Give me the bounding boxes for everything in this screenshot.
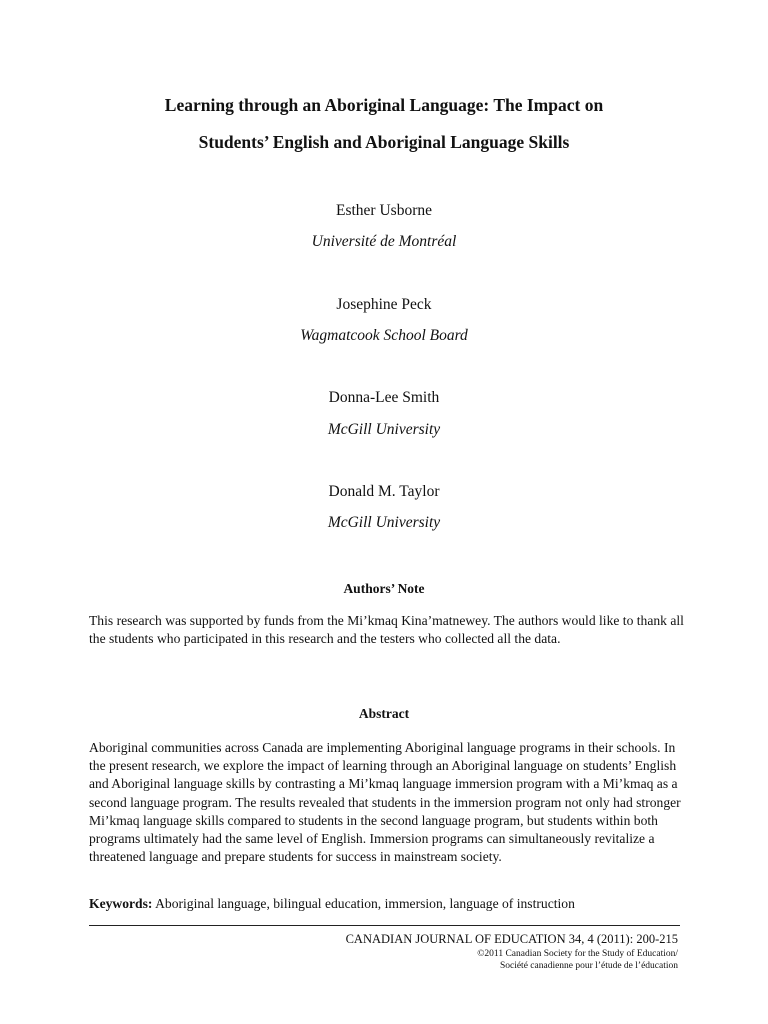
authors-note-text: This research was supported by funds from the Mi’kmaq Kina’matnewey. The authors would like to thank all the students who participated in this research and the testers who collected all the data. <box>89 613 684 647</box>
keywords-line <box>89 895 689 913</box>
author-name: Donna-Lee Smith <box>328 389 440 406</box>
abstract-heading: Abstract <box>358 706 410 721</box>
author-affiliation: Wagmatcook School Board <box>300 327 468 344</box>
author-name: Donald M. Taylor <box>328 483 440 500</box>
footer-divider <box>89 925 680 926</box>
copyright-line-2: Société canadienne pour l’étude de l’éducation <box>499 961 678 971</box>
copyright-line-1: ©2011 Canadian Society for the Study of Education/ <box>477 949 678 959</box>
author-name: Josephine Peck <box>336 296 432 313</box>
authors-note-heading: Authors’ Note <box>343 581 425 596</box>
keywords-label: Keywords: <box>89 896 153 911</box>
author-affiliation: McGill University <box>327 421 441 438</box>
journal-citation: CANADIAN JOURNAL OF EDUCATION 34, 4 (2011): 200-215 <box>345 932 678 946</box>
author-affiliation: McGill University <box>327 514 441 531</box>
abstract-text: Aboriginal communities across Canada are implementing Aboriginal language programs in their schools. In the present research, we explore the impact of learning through an Aboriginal language on students’ English and Aboriginal language skills by contrasting a Mi’kmaq language immersion program with a Mi’kmaq as a second language program. The results revealed that students in the immersion program not only had stronger Mi’kmaq language skills compared to students in the second language program, but students within both programs ultimately had the same level of English. Immersion programs can simultaneously revitalize a threatened language and prepare students for success in mainstream society. <box>89 740 681 865</box>
author-name: Esther Usborne <box>336 202 432 219</box>
keywords-text: Aboriginal language, bilingual education, immersion, language of instruction <box>152 896 575 911</box>
paper-title-line-1: Learning through an Aboriginal Language: The Impact on <box>164 95 604 115</box>
author-affiliation: Université de Montréal <box>311 233 457 250</box>
paper-title-line-2: Students’ English and Aboriginal Language Skills <box>198 132 570 152</box>
